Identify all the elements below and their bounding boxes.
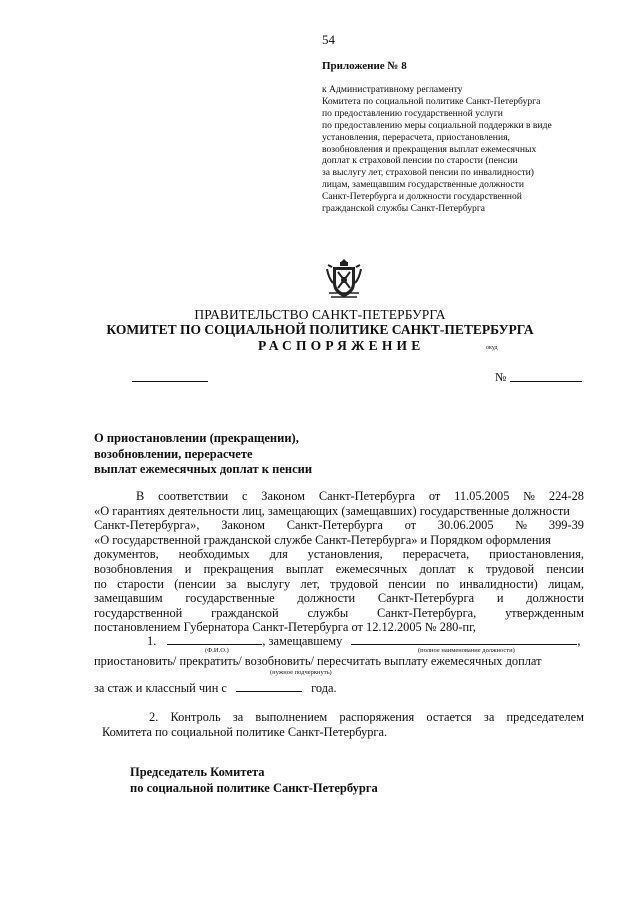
word: по xyxy=(94,576,107,591)
word: возобновления xyxy=(94,561,173,576)
word: 30.06.2005 xyxy=(437,518,494,533)
service-suffix: года. xyxy=(311,681,337,695)
subject-line: выплат ежемесячных доплат к пенсии xyxy=(94,462,313,476)
appendix-line: по предоставлению государственной услуги xyxy=(322,107,503,119)
word: Контроль xyxy=(170,710,221,724)
word: № xyxy=(523,489,536,503)
service-date-blank xyxy=(236,680,302,692)
word: распоряжения xyxy=(339,710,415,724)
date-field-line xyxy=(132,381,208,382)
appendix-line: гражданской службы Санкт-Петербурга xyxy=(322,203,486,215)
subject-line: возобновлении, перерасчете xyxy=(94,446,253,461)
paragraph-line: Комитета по социальной политике Санкт-Петербурга. xyxy=(102,725,388,739)
word: лицам, xyxy=(548,576,584,591)
word: для xyxy=(269,547,288,562)
word: Санкт-Петербурга xyxy=(377,591,475,606)
paragraph-line xyxy=(94,504,584,519)
word: № xyxy=(515,518,528,533)
word: утвержденным xyxy=(505,605,584,620)
word: должности xyxy=(297,591,356,606)
appendix-line: по предоставлению меры социальной поддержки в виде xyxy=(322,119,552,131)
paragraph-line xyxy=(94,606,584,621)
document-type: РАСПОРЯЖЕНИЕ xyxy=(258,338,425,353)
word: старости xyxy=(117,576,164,591)
subject-line: О приостановлении (прекращении), xyxy=(94,431,299,445)
word: государственной xyxy=(94,605,183,620)
word: Санкт-Петербурга, xyxy=(377,605,477,620)
word: за xyxy=(226,576,237,591)
word: «О государственной гражданской службе Санкт-Петербурга» и Порядком оформления xyxy=(94,532,551,547)
paragraph-line xyxy=(94,562,584,577)
word: 224-28 xyxy=(548,489,584,503)
word: инвалидности) xyxy=(459,576,538,591)
paragraph-line xyxy=(94,547,584,562)
word: Санкт-Петербурга», xyxy=(94,518,200,533)
item-1-text: , замещавшему xyxy=(262,634,343,648)
word: 11.05.2005 xyxy=(454,489,510,503)
position-blank xyxy=(351,633,577,645)
paragraph-line xyxy=(94,533,584,548)
word: за xyxy=(483,710,495,724)
word: выплат xyxy=(285,561,324,576)
signer-title: Председатель Комитета xyxy=(130,765,265,779)
word: документов, xyxy=(94,547,159,562)
word: председателем xyxy=(506,710,584,724)
word: замещавшим xyxy=(94,591,163,606)
word: 399-39 xyxy=(548,518,584,533)
appendix-line: за выслугу лет, страховой пенсии по инвалидности) xyxy=(322,167,534,179)
word: доплат xyxy=(419,561,456,576)
word: Санкт-Петербурга xyxy=(318,489,415,503)
paragraph-line xyxy=(94,489,584,504)
word: ежемесячных xyxy=(335,561,408,576)
caption-position: (полное наименование должности) xyxy=(418,647,515,654)
word: Законом xyxy=(261,489,305,503)
appendix-line: к Административному регламенту xyxy=(322,84,463,95)
word: с xyxy=(241,489,248,503)
body-paragraph-2 xyxy=(94,710,584,740)
subject-heading xyxy=(94,431,312,478)
appendix-line: доплат к страховой пенсии по старости (пенсии xyxy=(322,155,518,167)
fio-blank xyxy=(167,633,262,645)
appendix-line: Санкт-Петербурга и должности государственной xyxy=(322,191,522,203)
number-label: № xyxy=(495,370,507,384)
action-line: приостановить/ прекратить/ возобновить/ пересчитать выплату ежемесячных доплат xyxy=(94,654,542,668)
appendix-line: лицам, замещавшим государственные должности xyxy=(322,179,524,191)
government-name: ПРАВИТЕЛЬСТВО САНКТ-ПЕТЕРБУРГА xyxy=(194,307,446,322)
coat-of-arms-icon xyxy=(325,253,363,301)
word: лет, xyxy=(300,576,320,591)
word: необходимых xyxy=(178,547,250,562)
word: трудовой xyxy=(486,561,535,576)
committee-name: КОМИТЕТ ПО СОЦИАЛЬНОЙ ПОЛИТИКЕ САНКТ-ПЕТЕРБУРГА xyxy=(106,322,534,337)
word: Законом xyxy=(221,518,265,533)
page-number: 54 xyxy=(322,32,335,47)
paragraph-line xyxy=(94,591,584,606)
word: и xyxy=(496,591,504,606)
word: пенсии xyxy=(388,576,426,591)
word: по xyxy=(436,576,450,591)
word: перерасчета, xyxy=(402,547,470,562)
appendix-line: Комитета по социальной политике Санкт-Петербурга xyxy=(322,95,541,107)
word: и xyxy=(184,561,192,576)
word: (пенсии xyxy=(174,576,216,591)
word: Санкт-Петербурга xyxy=(286,518,383,533)
signer-title-2: по социальной политике Санкт-Петербурга xyxy=(130,781,378,795)
word: В xyxy=(136,489,145,503)
word: должности xyxy=(526,591,584,606)
appendix-line: установления, перерасчета, приостановления, xyxy=(322,131,510,143)
word: «О гарантиях деятельности лиц, замещающих (замещавших) государственные должности xyxy=(94,503,570,518)
word: остается xyxy=(426,710,472,724)
word: трудовой xyxy=(330,576,379,591)
body-paragraph-1 xyxy=(94,489,584,635)
item-1-number: 1. xyxy=(147,634,157,648)
word: приостановления, xyxy=(489,547,584,562)
word: установления, xyxy=(307,547,383,562)
caption-underline: (нужное подчеркнуть) xyxy=(270,669,332,676)
item-1-row: 1. , замещавшему , xyxy=(147,634,581,648)
service-prefix: за стаж и классный чин с xyxy=(94,681,227,695)
paragraph-line xyxy=(94,518,584,533)
paragraph-line: постановлением Губернатора Санкт-Петербурга от 12.12.2005 № 280-пг, xyxy=(94,620,476,635)
word: службы xyxy=(307,605,349,620)
word: государственные xyxy=(185,591,275,606)
word: 2. xyxy=(149,710,159,724)
number-field-line xyxy=(510,381,582,382)
word: от xyxy=(428,489,441,503)
word: соответствии xyxy=(158,489,229,503)
paragraph-line xyxy=(94,577,584,592)
word: пенсии xyxy=(546,561,584,576)
okud-label: окуд xyxy=(486,345,498,351)
word: прекращения xyxy=(203,561,274,576)
word: выслугу xyxy=(246,576,291,591)
appendix-title: Приложение № 8 xyxy=(322,60,407,72)
caption-fio: (Ф.И.О.) xyxy=(205,647,229,654)
word: от xyxy=(404,518,417,533)
word: к xyxy=(467,561,474,576)
word: выполнением xyxy=(255,710,328,724)
word: за xyxy=(232,710,244,724)
appendix-line: возобновления и прекращения выплат ежемесячных xyxy=(322,143,537,155)
signature-block xyxy=(130,764,378,796)
word: гражданской xyxy=(211,605,279,620)
appendix-reference xyxy=(322,84,622,215)
service-row xyxy=(94,680,337,696)
